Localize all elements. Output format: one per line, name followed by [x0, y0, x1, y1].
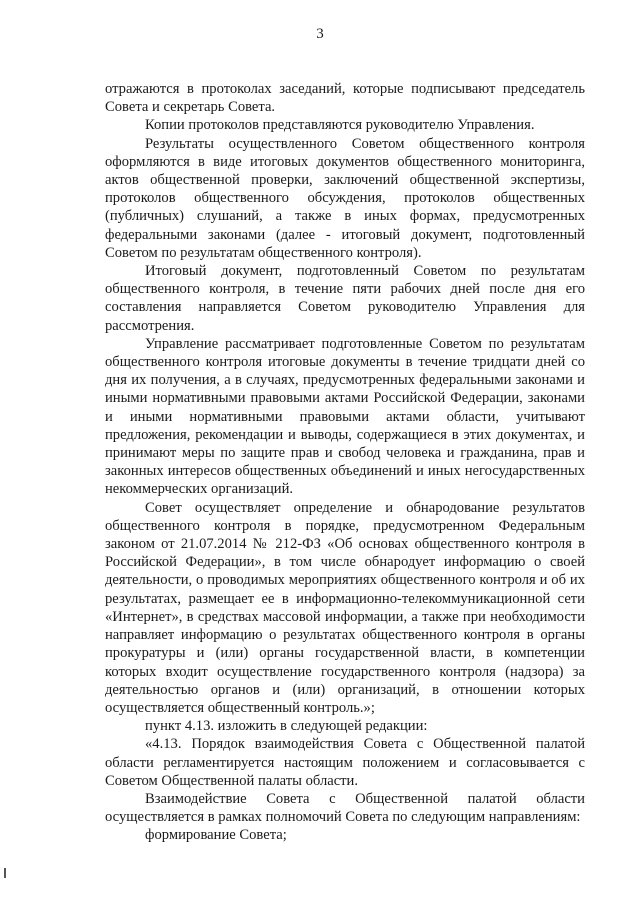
- scan-edge-mark: [4, 868, 6, 878]
- paragraph-item-4-13: «4.13. Порядок взаимодействия Совета с Общественной палатой области регламентируется настоящим положением и согласовывается с Советом Общественной палаты области.: [105, 736, 585, 789]
- paragraph-item-4-13-intro: пункт 4.13. изложить в следующей редакции:: [145, 718, 428, 735]
- paragraph-protocol-copies: Копии протоколов представляются руководителю Управления.: [145, 117, 535, 134]
- document-body: [105, 80, 585, 845]
- paragraph-control-results: Результаты осуществленного Советом общественного контроля оформляются в виде итоговых документов общественного мониторинга, актов общественной проверки, заключений общественной экспертизы, протоколов общественного обсуждения, протоколов общественных (публичных) слушаний, а также в иных формах, предусмотренных федеральными законами (далее - итоговый документ, подготовленный Советом по результатам общественного контроля).: [105, 135, 585, 261]
- page-number: 3: [316, 26, 324, 42]
- paragraph-interaction: Взаимодействие Совета с Общественной палатой области осуществляется в рамках полномочий Совета по следующим направлениям:: [105, 790, 585, 826]
- paragraph-publication: Совет осуществляет определение и обнародование результатов общественного контроля в порядке, предусмотренном Федеральным законом от 21.07.2014 № 212-ФЗ «Об основах общественного контроля в Российской Федерации», в том числе обнародует информацию о своей деятельности, о проводимых мероприятиях общественного контроля и об их результатах, размещает ее в информационно-телекоммуникационной сети «Интернет», в средствах массовой информации, а также при необходимости направляет информацию о результатах общественного контроля в органы прокуратуры и (или) органы государственной власти, в компетенции которых входит осуществление государственного контроля (надзора) за деятельностью органов и (или) организаций, в отношении которых осуществляется общественный контроль.»;: [105, 499, 585, 716]
- paragraph-council-formation: формирование Совета;: [145, 827, 287, 844]
- paragraph-final-document: Итоговый документ, подготовленный Советом по результатам общественного контроля, в течение пяти рабочих дней после дня его составления направляется Советом руководителю Управления для рассмотрения.: [105, 263, 585, 334]
- paragraph-management-review: Управление рассматривает подготовленные Советом по результатам общественного контроля итоговые документы в течение тридцати дней со дня их получения, а в случаях, предусмотренных федеральными законами и иными нормативными правовыми актами Российской Федерации, законами и иными нормативными правовыми актами области, учитывают предложения, рекомендации и выводы, содержащиеся в этих документах, и принимают меры по защите прав и свобод человека и гражданина, прав и законных интересов общественных объединений и иных негосударственных некоммерческих организаций.: [105, 335, 585, 498]
- paragraph-protocols-signing: отражаются в протоколах заседаний, которые подписывают председатель Совета и секретарь Совета.: [105, 81, 585, 116]
